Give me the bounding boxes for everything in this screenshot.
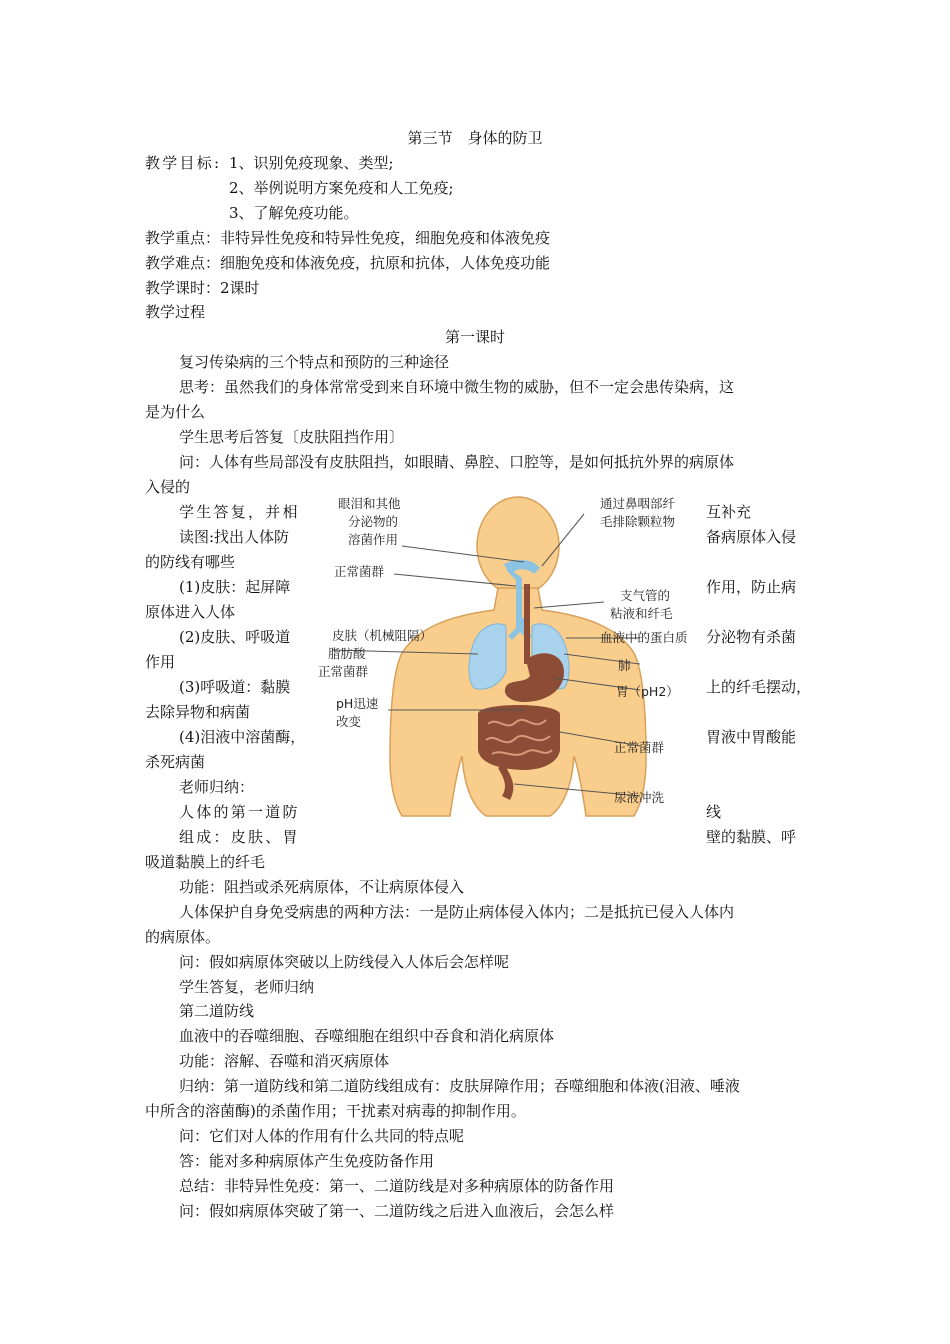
wrap-line-left: (4)泪液中溶菌酶， — [179, 728, 306, 746]
wrap-line-right: 线 — [706, 803, 722, 821]
wrap-line-left: 组成：皮肤、胃 — [179, 828, 300, 846]
paragraph-line: 学生答复，老师归纳 — [179, 978, 315, 996]
objectives-label: 教学目标: — [145, 154, 222, 172]
wrap-line-right: 备病原体入侵 — [706, 528, 797, 546]
wrap-line-left: 人体的第一道防 — [179, 803, 300, 821]
paragraph-line: 血液中的吞噬细胞、吞噬细胞在组织中吞食和消化病原体 — [179, 1027, 555, 1045]
paragraph-line: 问：假如病原体突破了第一、二道防线之后进入血液后，会怎么样 — [179, 1202, 615, 1220]
paragraph-line: 复习传染病的三个特点和预防的三种途径 — [179, 353, 450, 371]
wrap-line-left: 读图:找出人体防 — [179, 528, 290, 546]
label-blood-protein: 血液中的蛋白质 — [600, 630, 688, 645]
wrap-line-right: 互补充 — [706, 503, 752, 521]
label-skin: 皮肤（机械阻隔） — [332, 628, 433, 643]
wrap-line-right: 上的纤毛摆动， — [706, 678, 812, 696]
label-stomach: 胃（pH2） — [616, 684, 679, 699]
paragraph-line: 学生思考后答复〔皮肤阻挡作用〕 — [179, 428, 405, 446]
wrap-line-left: (1)皮肤：起屏障 — [179, 578, 291, 596]
body-defense-diagram — [318, 488, 704, 816]
paragraph-line: 功能：阻挡或杀死病原体，不让病原体侵入 — [179, 878, 465, 896]
key-points: 教学重点：非特异性免疫和特异性免疫，细胞免疫和体液免疫 — [145, 229, 551, 247]
label-ph: pH迅速 — [336, 696, 379, 711]
label-bronchi: 支气管的 — [620, 588, 671, 603]
paragraph-line: 入侵的 — [145, 478, 191, 496]
paragraph-line: 人体保护自身免受病患的两种方法：一是防止病体侵入体内；二是抵抗已侵入人体内 — [179, 903, 735, 921]
paragraph-line: 功能：溶解、吞噬和消灭病原体 — [179, 1052, 390, 1070]
label-flora-2: 正常菌群 — [614, 740, 665, 755]
wrap-line-right: 作用，防止病 — [706, 578, 797, 596]
wrap-line-left: 原体进入人体 — [145, 603, 236, 621]
paragraph-line: 问：假如病原体突破以上防线侵入人体后会怎样呢 — [179, 953, 510, 971]
objective-1: 1、识别免疫现象、类型; — [229, 154, 394, 172]
paragraph-line: 中所含的溶菌酶)的杀菌作用；干扰素对病毒的抑制作用。 — [145, 1102, 526, 1120]
paragraph-line: 归纳：第一道防线和第二道防线组成有：皮肤屏障作用；吞噬细胞和体液(泪液、唾液 — [179, 1077, 740, 1095]
wrap-line-left: 老师归纳： — [179, 778, 255, 796]
wrap-line-left: 杀死病菌 — [145, 753, 206, 771]
label-tears: 眼泪和其他 — [338, 496, 401, 511]
paragraph-line: 第二道防线 — [179, 1002, 255, 1020]
label-bronchi: 粘液和纤毛 — [610, 606, 673, 621]
process-label: 教学过程 — [145, 303, 206, 321]
label-nose: 通过鼻咽部纤 — [600, 496, 676, 511]
wrap-line-right: 分泌物有杀菌 — [706, 628, 797, 646]
difficulties: 教学难点：细胞免疫和体液免疫，抗原和抗体，人体免疫功能 — [145, 254, 551, 272]
page-title: 第三节 身体的防卫 — [407, 129, 543, 147]
label-tears: 分泌物的 — [348, 514, 399, 529]
lesson-title: 第一课时 — [444, 328, 505, 346]
wrap-line-left: 学生答复，并相 — [179, 503, 300, 521]
esophagus — [524, 584, 530, 664]
wrap-line-left: (2)皮肤、呼吸道 — [179, 628, 291, 646]
wrap-line-left: 去除异物和病菌 — [145, 703, 251, 721]
wrap-line-left: 的防线有哪些 — [145, 553, 236, 571]
label-nose: 毛排除颗粒物 — [600, 514, 676, 529]
objective-2: 2、举例说明方案免疫和人工免疫; — [229, 179, 454, 197]
wrap-line-left: (3)呼吸道：黏膜 — [179, 678, 291, 696]
paragraph-line: 答：能对多种病原体产生免疫防备作用 — [179, 1152, 435, 1170]
paragraph-line: 是为什么 — [145, 403, 206, 421]
label-flora-1: 正常菌群 — [334, 564, 385, 579]
label-fatty-acid: 脂肪酸 — [328, 646, 366, 661]
paragraph-line: 思考：虽然我们的身体常常受到来自环境中微生物的威胁，但不一定会患传染病，这 — [179, 378, 735, 396]
paragraph-line: 的病原体。 — [145, 928, 221, 946]
label-urine: 尿液冲洗 — [614, 790, 665, 805]
wrap-line-left: 吸道黏膜上的纤毛 — [145, 853, 266, 871]
wrap-line-right: 胃液中胃酸能 — [706, 728, 797, 746]
label-fatty-acid: 正常菌群 — [318, 664, 369, 679]
hours: 教学课时：2课时 — [145, 279, 260, 297]
paragraph-line: 总结：非特异性免疫：第一、二道防线是对多种病原体的防备作用 — [179, 1177, 615, 1195]
wrap-line-left: 作用 — [145, 653, 176, 671]
label-lung: 肺 — [618, 658, 631, 673]
label-ph: 改变 — [336, 714, 362, 729]
paragraph-line: 问：它们对人体的作用有什么共同的特点呢 — [179, 1127, 465, 1145]
objective-3: 3、了解免疫功能。 — [229, 204, 359, 222]
paragraph-line: 问：人体有些局部没有皮肤阻挡，如眼睛、鼻腔、口腔等，是如何抵抗外界的病原体 — [179, 453, 735, 471]
wrap-line-right: 壁的黏膜、呼 — [706, 828, 797, 846]
label-tears: 溶菌作用 — [348, 532, 399, 547]
